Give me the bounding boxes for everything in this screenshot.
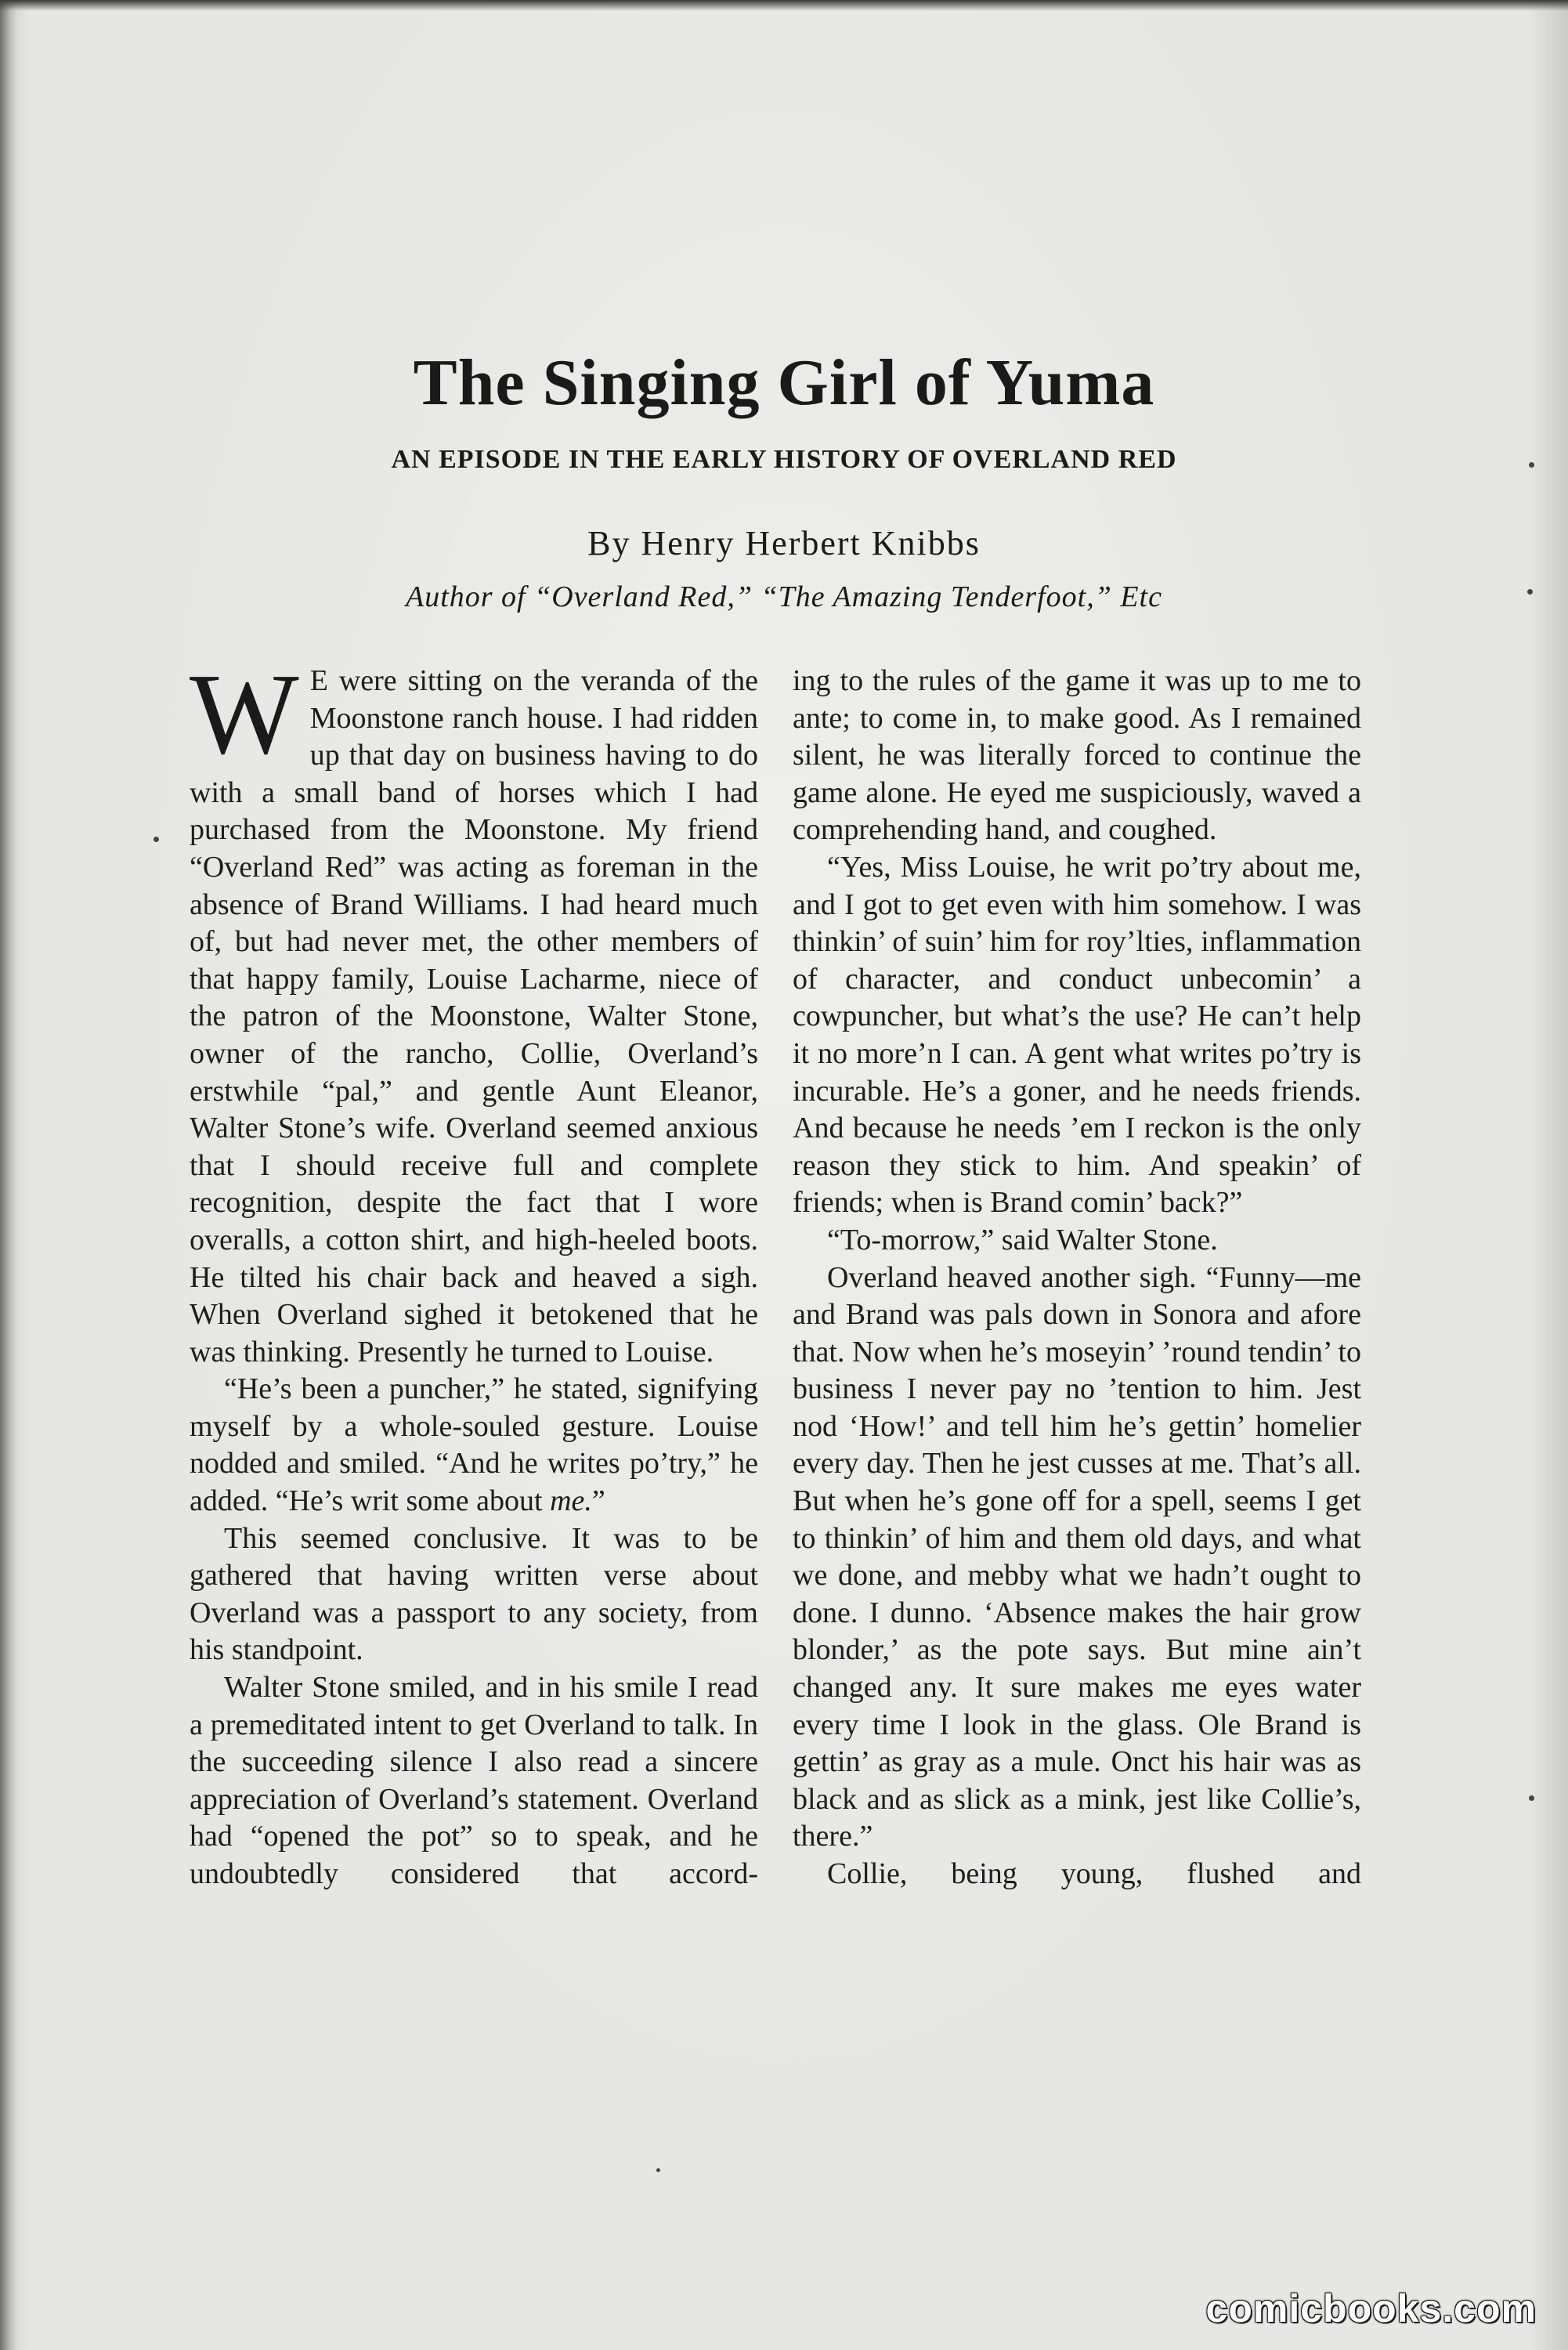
left-paragraph-3: This seemed conclusive. It was to be gathered that having written verse about Overland was a passport to any society, from his standpoint. bbox=[190, 1521, 758, 1667]
left-paragraph-4: Walter Stone smiled, and in his smile I read a premeditated intent to get Overland to talk. In the succeeding silence I also read a sincere appreciation of Overland’s statement. Overland had “opened the pot” so to speak, and he undoubtedly considered that accord- bbox=[190, 1671, 758, 1890]
left-paragraph-2-emphasis: me. bbox=[550, 1484, 592, 1518]
right-paragraph-3: “To-morrow,” said Walter Stone. bbox=[827, 1223, 1218, 1256]
right-paragraph-5: Collie, being young, flushed and bbox=[827, 1857, 1361, 1890]
author-note: Author of “Overland Red,” “The Amazing Tenderfoot,” Etc bbox=[406, 580, 1162, 613]
right-paragraph-1: ing to the rules of the game it was up to me to ante; to come in, to make good. As I remained silent, he was literally forced to continue the game alone. He eyed me suspiciously, waved a comprehending hand, and coughed. bbox=[793, 664, 1361, 847]
paper-speck bbox=[1529, 1795, 1534, 1801]
site-watermark: comicbooks.com bbox=[1205, 2287, 1537, 2330]
right-paragraph-4: Overland heaved another sigh. “Funny—me and Brand was pals down in Sonora and afore that. Now when he’s moseyin’ ’round tendin’ to business I never pay no ’tention to him. Jest nod ‘How!’ and tell him he’s gettin’ homelier every day. Then he jest cusses at me. That’s all. But when he’s gone off for a spell, seems I get to thinkin’ of him and them old days, and what we done, and mebby what we hadn’t ought to done. I dunno. ‘Absence makes the hair grow blonder,’ as the pote says. But mine ain’t changed any. It sure makes me eyes water every time I look in the glass. Ole Brand is gettin’ as gray as a mule. Onct his hair was as black and as slick as a mink, jest like Collie’s, there.” bbox=[793, 1260, 1361, 1853]
paper-speck bbox=[656, 2168, 660, 2172]
article-subtitle: AN EPISODE IN THE EARLY HISTORY OF OVERLAND RED bbox=[391, 445, 1177, 474]
paper-speck bbox=[154, 837, 159, 842]
right-column bbox=[793, 663, 1361, 1893]
left-column bbox=[190, 650, 758, 1893]
left-paragraph-2-close: ” bbox=[591, 1484, 605, 1518]
right-paragraph-2: “Yes, Miss Louise, he writ po’try about me, and I got to get even with him somehow. I was thinkin’ of suin’ him for roy’lties, inflammation of character, and conduct unbecomin’ a cowpuncher, but what’s the use? He can’t help it no more’n I can. A gent what writes po’try is incurable. He’s a goner, and he needs friends. And because he needs ’em I reckon is the only reason they stick to him. And speakin’ of friends; when is Brand comin’ back?” bbox=[793, 850, 1361, 1220]
left-paragraph-1-text: E were sitting on the veranda of the Moonstone ranch house. I had ridden up that day on business having to do with a small band of horses which I had purchased from the Moonstone. My friend “Overland Red” was acting as foreman in the absence of Brand Williams. I had heard much of, but had never met, the other members of that happy family, Louise Lacharme, niece of the patron of the Moonstone, Walter Stone, owner of the rancho, Collie, Overland’s erstwhile “pal,” and gentle Aunt Eleanor, Walter Stone’s wife. Overland seemed anxious that I should receive full and complete recognition, despite the fact that I wore overalls, a cotton shirt, and high-heeled boots. He tilted his chair back and heaved a sigh. When Overland sighed it betokened that he was thinking. Presently he turned to Louise. bbox=[190, 664, 758, 1368]
left-paragraph-2 bbox=[190, 1371, 758, 1520]
article-title: The Singing Girl of Yuma bbox=[413, 346, 1155, 419]
paper-speck bbox=[1527, 589, 1533, 595]
article-byline: By Henry Herbert Knibbs bbox=[587, 524, 981, 562]
paper-speck bbox=[1529, 462, 1534, 468]
left-paragraph-1 bbox=[190, 650, 758, 1371]
drop-cap: W bbox=[190, 650, 299, 779]
left-paragraph-2-text: “He’s been a puncher,” he stated, signifying myself by a whole-souled gesture. Louise nodded and smiled. “And he writes po’try,” he added. “He’s writ some about bbox=[190, 1372, 758, 1518]
page-top-edge bbox=[0, 0, 1568, 11]
